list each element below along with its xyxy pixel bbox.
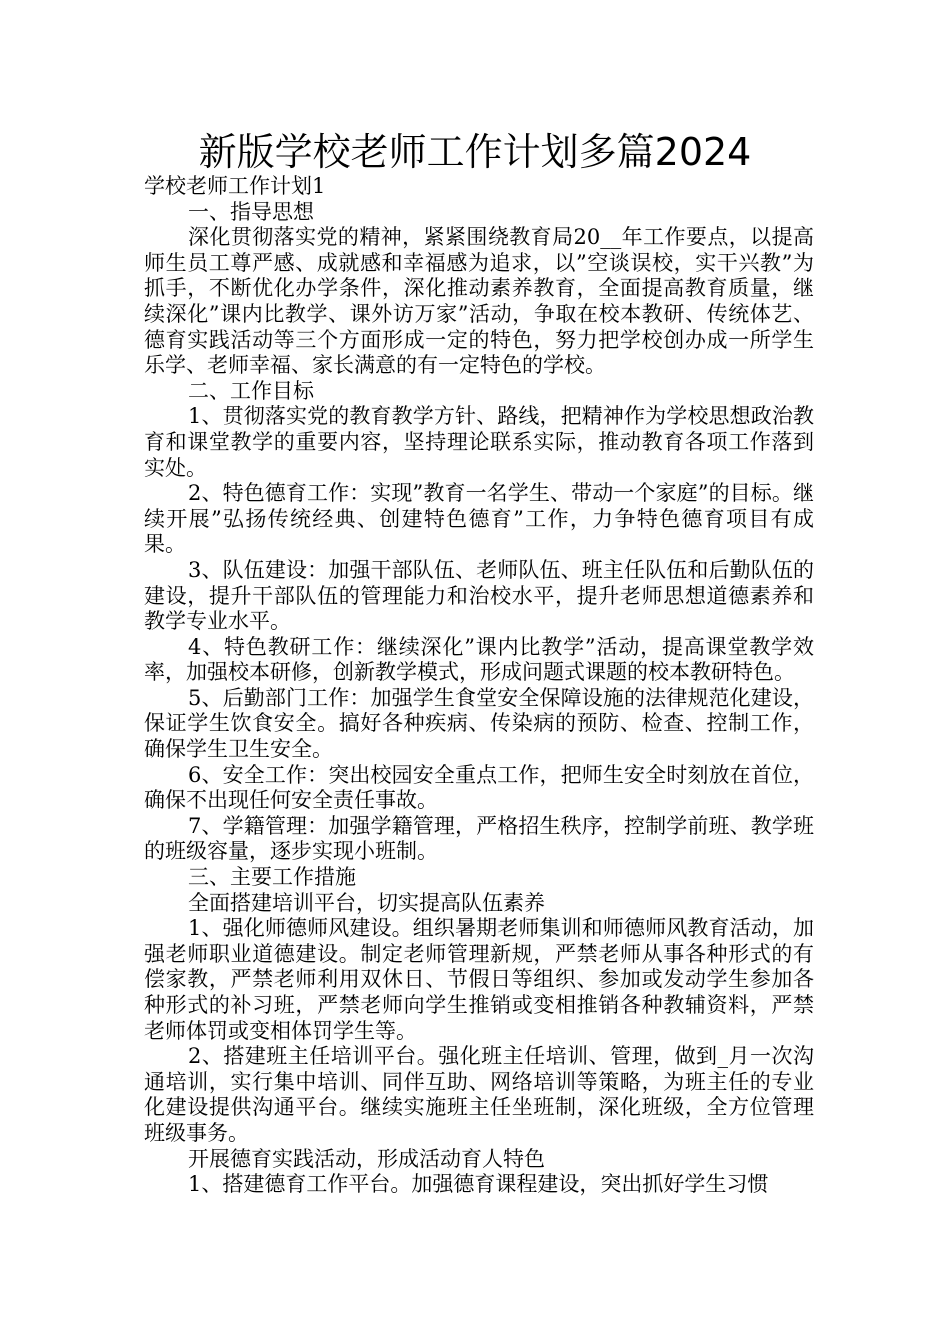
paragraph-goal-6: 6、安全工作：突出校园安全重点工作，把师生安全时刻放在首位，确保不出现任何安全责任事故。 — [144, 762, 814, 813]
subheading-moral-education: 开展德育实践活动，形成活动育人特色 — [188, 1146, 545, 1171]
paragraph-goal-7: 7、学籍管理：加强学籍管理，严格招生秩序，控制学前班、教学班的班级容量，逐步实现小班制。 — [144, 813, 814, 864]
paragraph-guiding-ideology: 深化贯彻落实党的精神，紧紧围绕教育局20__年工作要点，以提高师生员工尊严感、成就感和幸福感为追求，以”空谈误校，实干兴教”为抓手，不断优化办学条件，深化推动素养教育，全面提高教育质量，继续深化”课内比教学、课外访万家”活动，争取在校本教研、传统体艺、德育实践活动等三个方面形成一定的特色，努力把学校创办成一所学生乐学、老师幸福、家长满意的有一定特色的学校。 — [144, 225, 814, 378]
paragraph-goal-3: 3、队伍建设：加强干部队伍、老师队伍、班主任队伍和后勤队伍的建设，提升干部队伍的管理能力和治校水平，提升老师思想道德素养和教学专业水平。 — [144, 557, 814, 634]
paragraph-goal-1: 1、贯彻落实党的教育教学方针、路线，把精神作为学校思想政治教育和课堂教学的重要内容，坚持理论联系实际，推动教育各项工作落到实处。 — [144, 404, 814, 480]
heading-guiding-ideology: 一、指导思想 — [188, 199, 314, 224]
document-body — [144, 174, 814, 1198]
paragraph-goal-2: 2、特色德育工作：实现”教育一名学生、带动一个家庭”的目标。继续开展”弘扬传统经典、创建特色德育”工作，力争特色德育项目有成果。 — [144, 481, 814, 557]
paragraph-goal-4: 4、特色教研工作：继续深化”课内比教学”活动，提高课堂教学效率，加强校本研修，创新教学模式，形成问题式课题的校本教研特色。 — [144, 634, 814, 685]
paragraph-measure-2: 2、搭建班主任培训平台。强化班主任培训、管理，做到_月一次沟通培训，实行集中培训、同伴互助、网络培训等策略，为班主任的专业化建设提供沟通平台。继续实施班主任坐班制，深化班级，全方位管理班级事务。 — [144, 1044, 814, 1145]
paragraph-moral-1: 1、搭建德育工作平台。加强德育课程建设，突出抓好学生习惯 — [188, 1172, 769, 1197]
section-subtitle: 学校老师工作计划1 — [144, 174, 326, 198]
subheading-training-platform: 全面搭建培训平台，切实提高队伍素养 — [188, 890, 545, 915]
heading-main-measures: 三、主要工作措施 — [188, 865, 356, 890]
heading-work-goals: 二、工作目标 — [188, 378, 314, 403]
paragraph-measure-1: 1、强化师德师风建设。组织暑期老师集训和师德师风教育活动，加强老师职业道德建设。制定老师管理新规，严禁老师从事各种形式的有偿家教，严禁老师利用双休日、节假日等组织、参加或发动学生参加各种形式的补习班，严禁老师向学生推销或变相推销各种教辅资料，严禁老师体罚或变相体罚学生等。 — [144, 916, 814, 1043]
paragraph-goal-5: 5、后勤部门工作：加强学生食堂安全保障设施的法律规范化建设，保证学生饮食安全。搞好各种疾病、传染病的预防、检查、控制工作，确保学生卫生安全。 — [144, 685, 814, 762]
document-title: 新版学校老师工作计划多篇2024 — [198, 130, 752, 174]
